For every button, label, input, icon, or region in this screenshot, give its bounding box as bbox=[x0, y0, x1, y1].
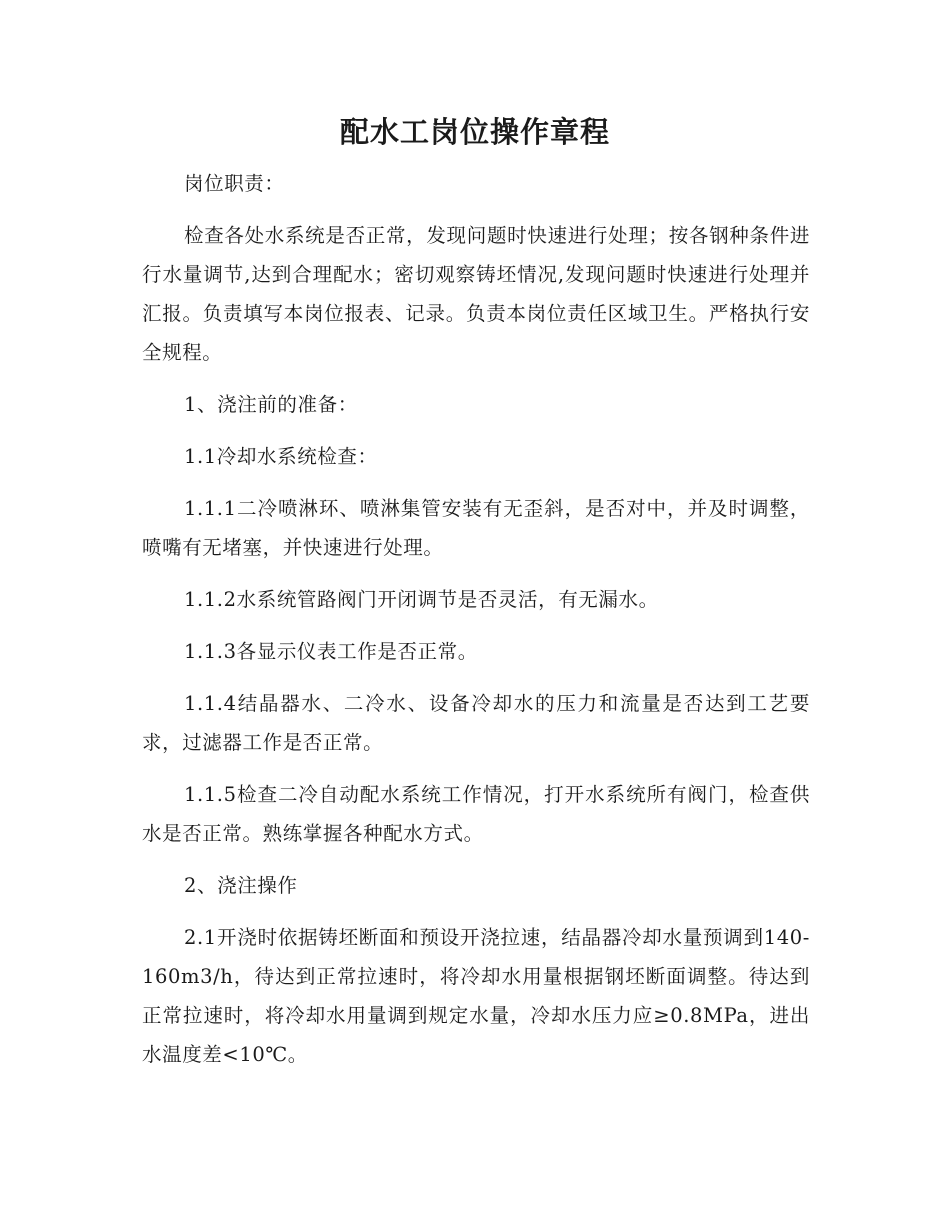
paragraph-section-1: 1、浇注前的准备： bbox=[184, 393, 358, 416]
document-title: 配水工岗位操作章程 bbox=[339, 115, 610, 149]
paragraph-1-1-2: 1.1.2水系统管路阀门开闭调节是否灵活，有无漏水。 bbox=[184, 588, 659, 611]
paragraph-1-1-5: 1.1.5检查二冷自动配水系统工作情况，打开水系统所有阀门，检查供水是否正常。熟练掌握各种配水方式。 bbox=[142, 783, 810, 845]
paragraph-1-1-1: 1.1.1二冷喷淋环、喷淋集管安装有无歪斜，是否对中，并及时调整，喷嘴有无堵塞，并快速进行处理。 bbox=[142, 497, 810, 559]
paragraph-section-2: 2、浇注操作 bbox=[184, 874, 298, 897]
paragraph-1-1-4: 1.1.4结晶器水、二冷水、设备冷却水的压力和流量是否达到工艺要求，过滤器工作是否正常。 bbox=[142, 692, 810, 754]
paragraph-1-1: 1.1冷却水系统检查： bbox=[184, 445, 378, 468]
document-body bbox=[142, 164, 810, 1087]
paragraph-duties: 检查各处水系统是否正常，发现问题时快速进行处理；按各钢种条件进行水量调节,达到合理配水；密切观察铸坯情况,发现问题时快速进行处理并汇报。负责填写本岗位报表、记录。负责本岗位责任区域卫生。严格执行安全规程。 bbox=[142, 224, 810, 364]
paragraph-duties-heading: 岗位职责： bbox=[184, 172, 285, 195]
paragraph-2-1: 2.1开浇时依据铸坯断面和预设开浇拉速，结晶器冷却水量预调到140-160m3/h，待达到正常拉速时，将冷却水用量根据钢坯断面调整。待达到正常拉速时，将冷却水用量调到规定水量，冷却水压力应≥0.8MPa，进出水温度差<10℃。 bbox=[142, 926, 810, 1066]
paragraph-1-1-3: 1.1.3各显示仪表工作是否正常。 bbox=[184, 640, 478, 663]
